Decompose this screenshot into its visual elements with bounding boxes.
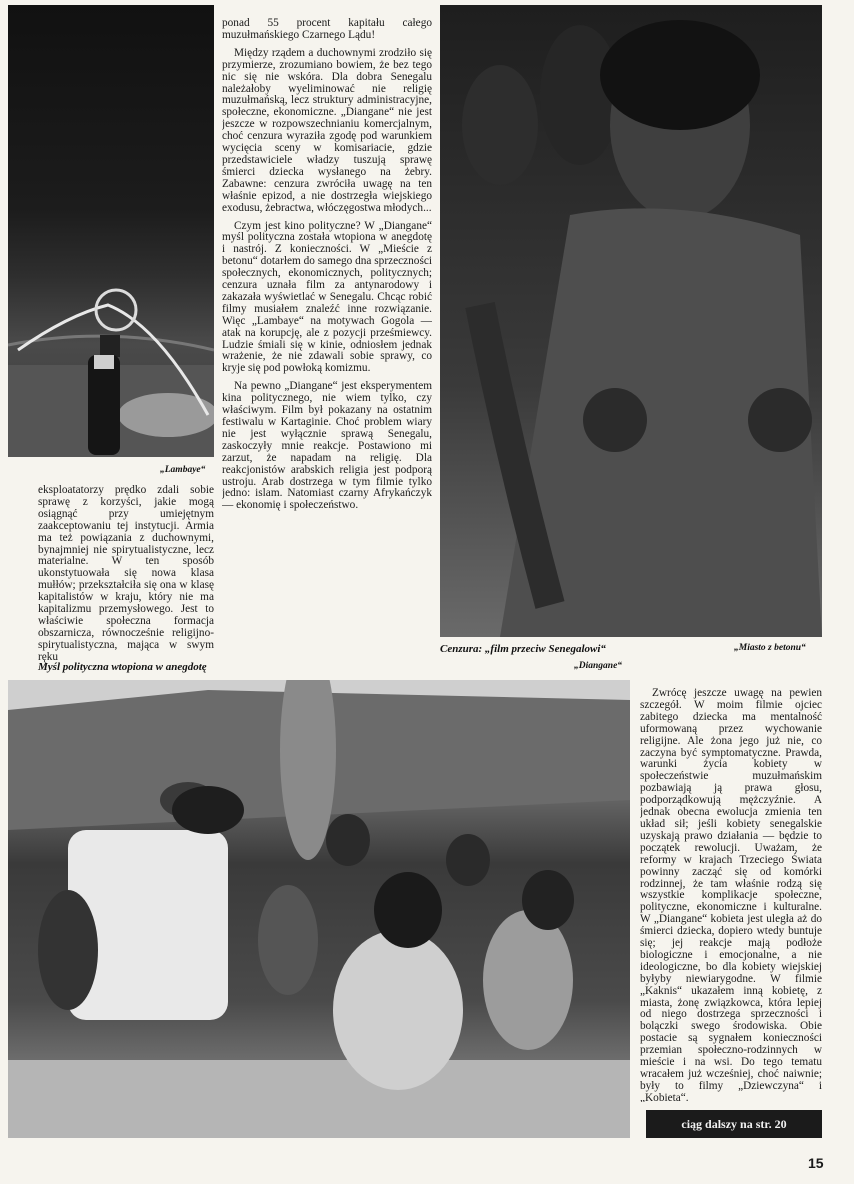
continuation-note: ciąg dalszy na str. 20	[646, 1110, 822, 1138]
caption-diangane: „Diangane“	[574, 661, 623, 671]
village-gathering-icon	[8, 680, 630, 1138]
left-paragraph-1: eksploatatorzy prędko zdali sobie sprawę z korzyści, jakie mogą osiągnąć przy umiejętnym zaakceptowaniu tej instytucji. Armia ma też powiązania z duchownymi, bynajmniej nie spirytualistyczne, lecz materialne. W ten sposób ukonstytuowała się nowa klasa mułłów; przekształciła się ona w klasę kapitalistów w kraju, który nie ma kapitalizmu przemysłowego. Jest to właściwie społeczna formacja obszarnicza, równocześnie religijno-spirytualistyczna, mająca w swym ręku	[38, 484, 214, 663]
right-column	[640, 688, 822, 1102]
middle-paragraph-0: ponad 55 procent kapitału całego muzułmańskiego Czarnego Lądu!	[222, 18, 432, 41]
middle-paragraph-1: Między rządem a duchownymi zrodziło się przymierze, zrozumiano bowiem, że bez tego nic się nie wskóra. Dla dobra Senegalu należałoby wyeliminować nie religię muzułmańską, lecz struktury administracyjne, społeczne, ekonomiczne. „Diangane“ nie jest jeszcze w rozpowszechnianiu komercjalnym, choć cenzura wyraziła zgodę pod warunkiem wycięcia sceny w komisariacie, gdzie przedstawiciele władzy tuszują sprawę śmierci dziecka wysłanego na żebry. Zabawne: cenzura zwróciła uwagę na ten właśnie epizod, a nie dostrzegła wiejskiego exodusu, żebractwa, włóczęgostwa młodych...	[222, 46, 432, 214]
right-paragraph-1: Zwrócę jeszcze uwagę na pewien szczegół. W moim filmie ojciec zabitego dziecka ma mentalność uformowaną przez wychowanie religijne. Ale żona jego już nie, co zaczyna być symptomatyczne. Prawda, warunki życia kobiety w społeczeństwie muzułmańskim pozbawiają ją prawa głosu, podporządkowują mężczyźnie. A jednak obecna ewolucja zmienia ten układ sił; jeśli kobiety senegalskie uzyskają prawo działania — będzie to początek rewolucji. Uważam, że reformy w krajach Trzeciego Świata powinny zacząć się od komórki rodzinnej, że tam właśnie rodzą się wszystkie komplikacje społeczne, polityczne, ekonomiczne i kulturalne. W „Diangane“ kobieta jest uległa aż do śmierci dziecka, dopiero wtedy buntuje się; jej reakcje mają podłoże biologiczne i emocjonalne, a nie ideologiczne, bo dla kobiety wiejskiej byłyby niewiarygodne. W filmie „Kaknis“ ukazałem inną kobietę, z miasta, żonę związkowca, która lepiej od niego dostrzega sprzeczności i bolączki swego środowiska. Obie postacie są sygnałem konieczności przemian społeczno-rodzinnych w mieście i na wsi. Do tego tematu wracałem już wcześniej, choć naiwnie; były to filmy „Dziewczyna“ i „Kobieta“.	[640, 688, 822, 1102]
caption-mysl-polityczna: Myśl polityczna wtopiona w anegdotę	[38, 661, 207, 673]
page-number: 15	[808, 1155, 824, 1171]
photo-diangane	[8, 680, 630, 1138]
middle-paragraph-2: Czym jest kino polityczne? W „Diangane“ myśl polityczna została wtopiona w anegdotę i nastrój. Z konieczności. W „Mieście z betonu“ dotarłem do samego dna sprzeczności społecznych, ekonomicznych, politycznych; cenzura uznała film za antynarodowy i zakazała wyświetlać w Senegalu. Chcąc robić filmy musiałem znaleźć inne rozwiązanie. Więc „Lambaye“ na motywach Gogola — atak na korupcję, ale z pozycji prześmiewcy. Ludzie śmiali się w kinie, odniosłem jednak wrażenie, że nie zdawali sobie sprawy, co kryje się pod powłoką komizmu.	[222, 219, 432, 375]
middle-column	[222, 18, 432, 658]
caption-miasto-z-betonu: „Miasto z betonu“	[734, 643, 806, 653]
photo-lambaye	[8, 5, 214, 457]
bottle-with-wire-frame-icon	[8, 5, 214, 457]
left-column	[38, 485, 214, 670]
caption-cenzura: Cenzura: „film przeciw Senegalowi“	[440, 643, 606, 655]
caption-lambaye: „Lambaye“	[160, 465, 206, 475]
young-women-portrait-icon	[440, 5, 822, 637]
middle-paragraph-3: Na pewno „Diangane“ jest eksperymentem kina politycznego, nie wiem tylko, czy właściwym. Film był pokazany na ostatnim festiwalu w Kartaginie. Choć problem wiary nie jest wyłącznie sprawą Senegalu, zaskoczyły mnie reakcje. Postawiono mi zarzut, że napadam na religię. Dla reakcjonistów arabskich religia jest podporą ustroju. Arab dostrzega w tym filmie tylko jedno: islam. Natomiast czarny Afrykańczyk — ekonomię i społeczeństwo.	[222, 380, 432, 512]
photo-miasto-z-betonu	[440, 5, 822, 637]
